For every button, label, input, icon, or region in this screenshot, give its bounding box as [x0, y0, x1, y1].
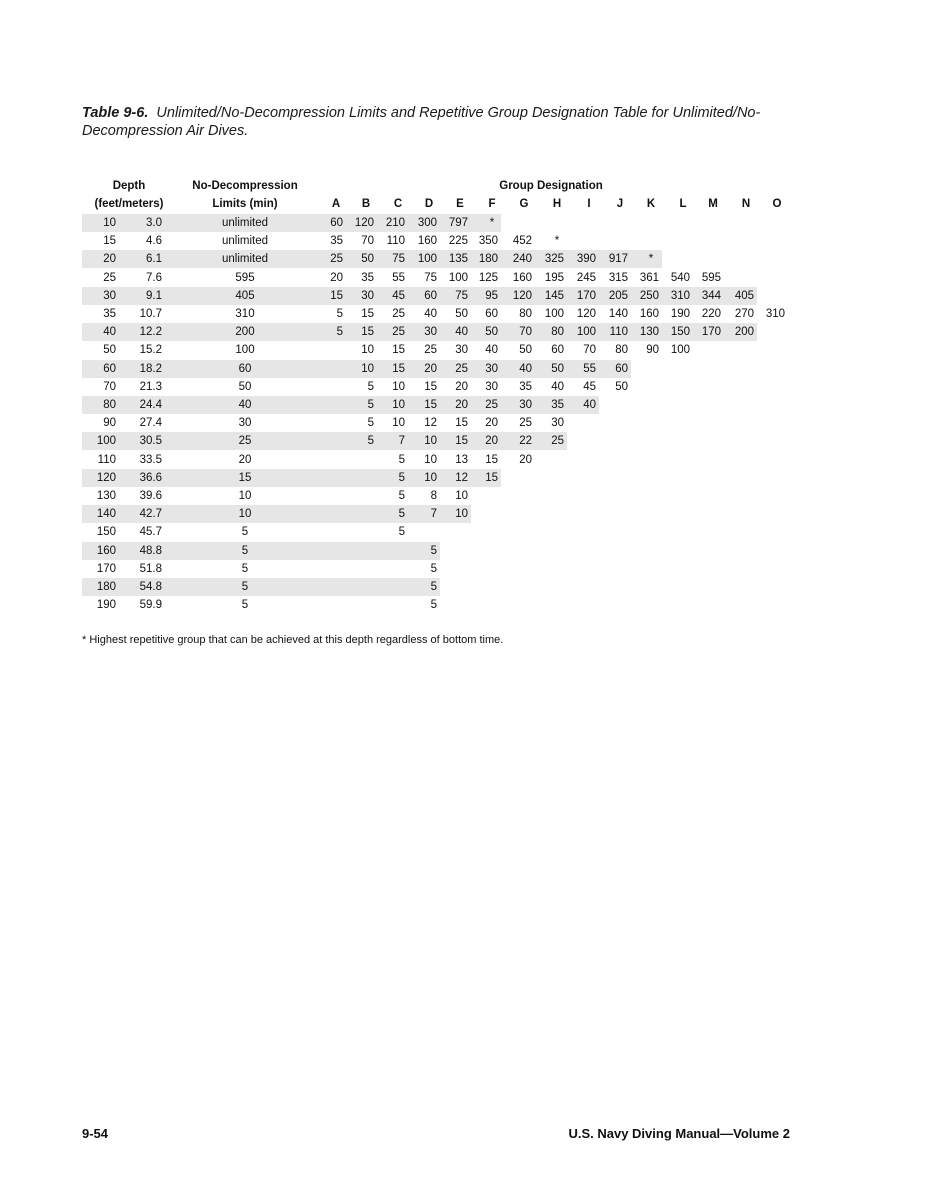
group-letter-n: N: [741, 198, 751, 210]
group-k-time: 361: [639, 271, 659, 284]
table-label: Table 9-6.: [82, 105, 149, 121]
group-d-time: 60: [424, 289, 437, 302]
group-j-time: 315: [608, 271, 628, 284]
depth-meters: 42.7: [139, 508, 162, 521]
group-e-time: 20: [455, 399, 468, 411]
group-l-time: 310: [670, 289, 690, 302]
depth-meters: 39.6: [139, 490, 162, 502]
ndl-limit: 200: [235, 326, 255, 339]
group-d-time: 10: [424, 471, 437, 484]
ndl-limit: 20: [238, 453, 252, 466]
depth-feet: 40: [103, 326, 116, 339]
group-b-time: 35: [361, 271, 374, 284]
ndl-limit: 15: [238, 471, 252, 484]
ndl-limit: 5: [241, 581, 249, 593]
ndl-limit: 30: [238, 417, 252, 430]
group-letter-g: G: [519, 198, 529, 210]
depth-feet: 150: [96, 526, 116, 539]
group-o-time: 310: [765, 308, 785, 320]
group-e-time: 10: [455, 508, 468, 521]
group-j-time: 80: [615, 344, 628, 357]
group-d-time: 12: [424, 417, 437, 430]
depth-meters: 10.7: [139, 308, 162, 320]
group-e-time: 40: [455, 326, 468, 339]
ndl-limit: unlimited: [221, 253, 269, 266]
group-h-time: 195: [544, 271, 564, 284]
ndl-limit: 100: [235, 344, 255, 357]
group-designation-header: Group Designation: [499, 180, 603, 192]
group-e-time: 15: [455, 435, 468, 448]
group-c-time: 55: [392, 271, 405, 284]
group-b-time: 120: [354, 217, 374, 229]
depth-feet: 10: [103, 217, 116, 229]
depth-meters: 30.5: [139, 435, 162, 448]
depth-feet: 180: [96, 581, 116, 593]
group-c-time: 15: [392, 344, 405, 357]
group-n-time: 405: [734, 289, 754, 302]
ndl-limit: 595: [235, 271, 255, 284]
group-n-time: 270: [734, 308, 754, 320]
group-h-time: 50: [551, 362, 564, 375]
group-c-time: 7: [398, 435, 405, 448]
depth-feet: 15: [103, 235, 116, 248]
group-b-time: 5: [367, 380, 374, 393]
depth-meters: 21.3: [139, 380, 162, 393]
group-c-time: 25: [392, 326, 405, 339]
depth-feet: 25: [103, 271, 116, 284]
group-e-time: 20: [455, 380, 468, 393]
group-d-time: 5: [430, 562, 437, 575]
ndl-limit: 5: [241, 526, 249, 539]
group-d-time: 25: [424, 344, 437, 357]
group-d-time: 30: [424, 326, 437, 339]
group-letter-f: F: [488, 198, 496, 210]
group-letter-m: M: [708, 198, 718, 210]
table-title: Unlimited/No-Decompression Limits and Repetitive Group Designation Table for Unlimited/No-Decompression Air Dives.: [82, 105, 761, 139]
group-b-time: 70: [361, 235, 374, 248]
group-e-time: 10: [455, 490, 468, 502]
depth-feet: 140: [96, 508, 116, 521]
group-g-time: 240: [512, 253, 532, 266]
depth-feet: 170: [96, 562, 116, 575]
group-e-time: 25: [455, 362, 468, 375]
group-k-time: 250: [639, 289, 659, 302]
ndl-limit: 5: [241, 544, 249, 557]
group-c-time: 15: [392, 362, 405, 375]
group-letter-d: D: [424, 198, 434, 210]
group-c-time: 75: [392, 253, 405, 266]
group-max-marker: *: [554, 235, 560, 248]
depth-feet: 80: [103, 399, 116, 411]
group-f-time: 180: [478, 253, 498, 266]
depth-feet: 20: [103, 253, 116, 266]
group-b-time: 10: [361, 362, 374, 375]
group-i-time: 170: [576, 289, 596, 302]
depth-meters: 9.1: [146, 289, 162, 302]
group-h-time: 30: [551, 417, 564, 430]
group-d-time: 5: [430, 599, 437, 612]
depth-feet: 190: [96, 599, 116, 612]
depth-feet: 160: [96, 544, 116, 557]
group-c-time: 210: [385, 217, 405, 229]
ndl-limit: 310: [235, 308, 255, 320]
group-h-time: 80: [551, 326, 564, 339]
group-m-time: 595: [701, 271, 721, 284]
group-letter-i: I: [587, 198, 591, 210]
depth-meters: 15.2: [139, 344, 162, 357]
group-max-marker: *: [489, 217, 495, 229]
group-f-time: 125: [478, 271, 498, 284]
group-letter-h: H: [552, 198, 562, 210]
group-c-time: 45: [392, 289, 405, 302]
group-j-time: 60: [615, 362, 628, 375]
ndl-limit: 5: [241, 562, 249, 575]
group-m-time: 170: [701, 326, 721, 339]
group-e-time: 30: [455, 344, 468, 357]
group-c-time: 5: [398, 490, 405, 502]
group-g-time: 70: [519, 326, 532, 339]
group-m-time: 220: [701, 308, 721, 320]
group-i-time: 55: [583, 362, 596, 375]
group-f-time: 350: [478, 235, 498, 248]
group-f-time: 30: [485, 380, 498, 393]
group-j-time: 110: [609, 326, 628, 339]
group-k-time: 130: [639, 326, 659, 339]
group-l-time: 100: [670, 344, 690, 357]
group-g-time: 20: [519, 453, 532, 466]
group-b-time: 10: [361, 344, 374, 357]
depth-meters: 24.4: [139, 399, 162, 411]
group-d-time: 15: [424, 399, 437, 411]
group-l-time: 150: [670, 326, 690, 339]
group-c-time: 10: [392, 417, 405, 430]
group-g-time: 25: [519, 417, 532, 430]
group-g-time: 50: [519, 344, 532, 357]
ndl-limit: 405: [235, 289, 255, 302]
group-a-time: 35: [330, 235, 343, 248]
group-h-time: 40: [551, 380, 564, 393]
group-f-time: 50: [485, 326, 498, 339]
group-h-time: 60: [551, 344, 564, 357]
group-f-time: 15: [485, 453, 498, 466]
group-letter-k: K: [646, 198, 656, 210]
group-c-time: 10: [392, 399, 405, 411]
group-e-time: 100: [448, 271, 468, 284]
group-b-time: 5: [367, 399, 374, 411]
depth-meters: 59.9: [139, 599, 162, 612]
group-max-marker: *: [648, 253, 654, 266]
group-d-time: 7: [430, 508, 437, 521]
group-h-time: 100: [544, 308, 564, 320]
depth-meters: 45.7: [139, 526, 162, 539]
ndl-limit: 50: [238, 380, 252, 393]
group-h-time: 35: [551, 399, 564, 411]
group-j-time: 917: [608, 253, 628, 266]
group-c-time: 5: [398, 526, 405, 539]
table-caption: [82, 104, 802, 140]
group-b-time: 30: [361, 289, 374, 302]
depth-meters: 7.6: [146, 271, 162, 284]
group-g-time: 35: [519, 380, 532, 393]
group-e-time: 12: [455, 471, 468, 484]
depth-feet: 35: [103, 308, 116, 320]
group-g-time: 452: [512, 235, 532, 248]
ndl-header: No-Decompression Limits (min): [192, 180, 298, 210]
depth-meters: 6.1: [146, 253, 162, 266]
group-i-time: 120: [576, 308, 596, 320]
ndl-limit: 10: [238, 508, 252, 521]
group-d-time: 10: [424, 453, 437, 466]
group-i-time: 45: [583, 380, 596, 393]
group-b-time: 15: [361, 308, 374, 320]
group-d-time: 160: [417, 235, 437, 248]
group-e-time: 135: [448, 253, 468, 266]
group-e-time: 797: [448, 217, 468, 229]
ndl-limit: 10: [238, 490, 252, 502]
group-d-time: 10: [424, 435, 437, 448]
group-b-time: 5: [367, 417, 374, 430]
group-a-time: 5: [336, 308, 343, 320]
group-letter-a: A: [331, 198, 341, 210]
manual-title: U.S. Navy Diving Manual—Volume 2: [568, 1126, 790, 1141]
group-b-time: 5: [367, 435, 374, 448]
page-number: 9-54: [82, 1126, 109, 1141]
group-i-time: 70: [583, 344, 596, 357]
group-letter-c: C: [393, 198, 403, 210]
group-c-time: 5: [398, 453, 405, 466]
group-e-time: 75: [455, 289, 468, 302]
depth-meters: 12.2: [139, 326, 162, 339]
footnote: * Highest repetitive group that can be achieved at this depth regardless of bottom time.: [82, 634, 504, 646]
group-g-time: 40: [519, 362, 532, 375]
depth-meters: 51.8: [139, 562, 162, 575]
group-j-time: 140: [608, 308, 628, 320]
group-letter-l: L: [679, 198, 687, 210]
group-d-time: 75: [424, 271, 437, 284]
group-f-time: 95: [485, 289, 498, 302]
group-c-time: 5: [398, 508, 405, 521]
group-c-time: 10: [392, 380, 405, 393]
depth-meters: 3.0: [146, 217, 162, 229]
group-b-time: 15: [361, 326, 374, 339]
group-f-time: 40: [485, 344, 498, 357]
group-a-time: 5: [336, 326, 343, 339]
group-e-time: 50: [455, 308, 468, 320]
group-a-time: 20: [330, 271, 343, 284]
group-f-time: 15: [485, 471, 498, 484]
group-k-time: 90: [646, 344, 659, 357]
group-g-time: 120: [512, 289, 532, 302]
group-h-time: 325: [544, 253, 564, 266]
group-a-time: 25: [330, 253, 343, 266]
group-b-time: 50: [361, 253, 374, 266]
group-a-time: 15: [330, 289, 343, 302]
depth-feet: 30: [103, 289, 116, 302]
depth-meters: 48.8: [139, 544, 162, 557]
group-j-time: 205: [608, 289, 628, 302]
group-h-time: 25: [551, 435, 564, 448]
group-i-time: 100: [576, 326, 596, 339]
group-k-time: 160: [639, 308, 659, 320]
group-d-time: 8: [430, 490, 437, 502]
group-d-time: 5: [430, 581, 437, 593]
depth-meters: 4.6: [146, 235, 162, 248]
group-g-time: 160: [512, 271, 532, 284]
group-f-time: 20: [485, 417, 498, 430]
group-letter-o: O: [772, 198, 782, 210]
ndl-limit: 5: [241, 599, 249, 612]
group-g-time: 30: [519, 399, 532, 411]
group-d-time: 15: [424, 380, 437, 393]
depth-header: Depth (feet/meters): [94, 180, 164, 210]
group-e-time: 15: [455, 417, 468, 430]
depth-meters: 54.8: [139, 581, 162, 593]
depth-feet: 100: [96, 435, 116, 448]
group-g-time: 22: [519, 435, 532, 448]
group-g-time: 80: [519, 308, 532, 320]
ndl-limit: unlimited: [221, 217, 269, 229]
group-letter-j: J: [616, 198, 624, 210]
group-m-time: 344: [701, 289, 721, 302]
group-f-time: 60: [485, 308, 498, 320]
group-c-time: 110: [386, 235, 405, 248]
ndl-limit: 25: [238, 435, 252, 448]
depth-feet: 110: [97, 453, 116, 466]
depth-feet: 130: [96, 490, 116, 502]
group-e-time: 13: [455, 453, 468, 466]
depth-feet: 120: [96, 471, 116, 484]
group-i-time: 390: [576, 253, 596, 266]
group-h-time: 145: [544, 289, 564, 302]
depth-feet: 70: [103, 380, 116, 393]
group-a-time: 60: [330, 217, 343, 229]
group-j-time: 50: [615, 380, 628, 393]
group-c-time: 5: [398, 471, 405, 484]
ndl-limit: 40: [238, 399, 252, 411]
depth-meters: 36.6: [139, 471, 162, 484]
group-letter-e: E: [456, 198, 464, 210]
group-d-time: 100: [417, 253, 437, 266]
group-f-time: 25: [485, 399, 498, 411]
group-c-time: 25: [392, 308, 405, 320]
group-i-time: 40: [583, 399, 596, 411]
ndl-limit: unlimited: [221, 235, 269, 248]
group-d-time: 5: [430, 544, 437, 557]
depth-feet: 90: [103, 417, 116, 430]
group-l-time: 190: [670, 308, 690, 320]
group-l-time: 540: [670, 271, 690, 284]
group-d-time: 300: [417, 217, 437, 229]
depth-meters: 27.4: [139, 417, 162, 430]
group-f-time: 30: [485, 362, 498, 375]
depth-meters: 18.2: [139, 362, 162, 375]
group-d-time: 40: [424, 308, 437, 320]
depth-feet: 60: [103, 362, 116, 375]
depth-meters: 33.5: [139, 453, 162, 466]
group-f-time: 20: [485, 435, 498, 448]
depth-feet: 50: [103, 344, 116, 357]
group-letter-b: B: [361, 198, 371, 210]
group-n-time: 200: [734, 326, 754, 339]
group-d-time: 20: [424, 362, 437, 375]
group-i-time: 245: [576, 271, 596, 284]
group-e-time: 225: [448, 235, 468, 248]
ndl-limit: 60: [238, 362, 252, 375]
